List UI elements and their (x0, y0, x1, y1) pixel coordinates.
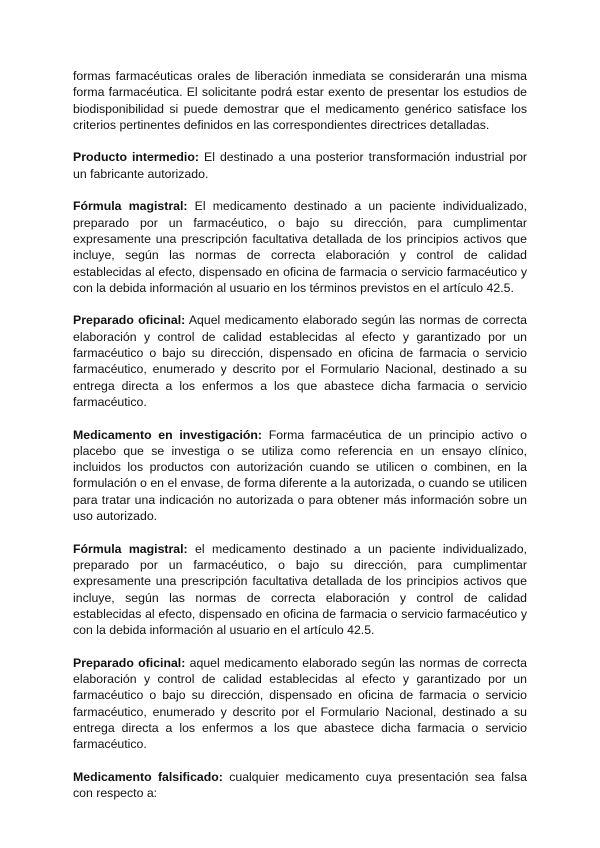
definition-term: Fórmula magistral: (73, 541, 188, 556)
paragraph-continuation (73, 68, 527, 133)
definition-term: Preparado oficinal: (73, 655, 186, 670)
paragraph-preparado-oficinal-2 (73, 655, 527, 753)
paragraph-medicamento-falsificado (73, 769, 527, 802)
definition-term: Medicamento en investigación: (73, 427, 263, 442)
definition-text: Aquel medicamento elaborado según las normas de correcta elaboración y control de calidad establecidas al efecto y garantizado por un farmacéutico o bajo su dirección, dispensado en oficina de farmacia o servicio farmacéutico, enumerado y descrito por el Formulario Nacional, destinado a su entrega directa a los enfermos a los que abastece dicha farmacia o servicio farmacéutico. (73, 313, 527, 409)
definition-term: Preparado oficinal: (73, 313, 186, 328)
definition-text: El destinado a una posterior transformación industrial por un fabricante autorizado. (73, 150, 528, 181)
definition-term: Medicamento falsificado: (73, 769, 223, 784)
definition-text: El medicamento destinado a un paciente individualizado, preparado por un farmacéutico, o bajo su dirección, para cumplimentar expresamente una prescripción facultativa detallada de los principios activos que incluye, según las normas de correcta elaboración y control de calidad establecidas al efecto, dispensado en oficina de farmacia o servicio farmacéutico y con la debida información al usuario en los términos previstos en el artículo 42.5. (73, 199, 528, 295)
paragraph-formula-magistral (73, 198, 527, 296)
definition-term: Fórmula magistral: (73, 199, 188, 214)
paragraph-formula-magistral-2 (73, 541, 527, 639)
paragraph-producto-intermedio (73, 149, 527, 182)
definition-text: Forma farmacéutica de un principio activo o placebo que se investiga o se utiliza como referencia en un ensayo clínico, incluidos los productos con autorización cuando se utilicen o combinen, en la formulación o en el envase, de forma diferente a la autorizada, o cuando se utilicen para tratar una indicación no autorizada o para obtener más información sobre un uso autorizado. (73, 427, 527, 524)
definition-text: formas farmacéuticas orales de liberación inmediata se considerarán una misma forma farmacéutica. El solicitante podrá estar exento de presentar los estudios de biodisponibilidad si puede demostrar que el medicamento genérico satisface los criterios pertinentes definidos en las correspondientes directrices detalladas. (73, 69, 527, 132)
definition-text: cualquier medicamento cuya presentación sea falsa con respecto a: (73, 769, 527, 801)
paragraph-medicamento-en-investigacion (73, 427, 527, 525)
definition-text: el medicamento destinado a un paciente individualizado, preparado por un farmacéutico, o bajo su dirección, para cumplimentar expresamente una prescripción facultativa detallada de los principios activos que incluye, según las normas de correcta elaboración y control de calidad establecidas al efecto, dispensado en oficina de farmacia o servicio farmacéutico y con la debida información al usuario en el artículo 42.5. (73, 541, 528, 638)
document-page (73, 68, 527, 818)
paragraph-preparado-oficinal (73, 312, 527, 410)
definition-term: Producto intermedio: (73, 150, 199, 165)
definition-text: aquel medicamento elaborado según las normas de correcta elaboración y control de calidad establecidas al efecto y garantizado por un farmacéutico o bajo su dirección, dispensado en oficina de farmacia o servicio farmacéutico, enumerado y descrito por el Formulario Nacional, destinado a su entrega directa a los enfermos a los que abastece dicha farmacia o servicio farmacéutico. (73, 655, 527, 752)
